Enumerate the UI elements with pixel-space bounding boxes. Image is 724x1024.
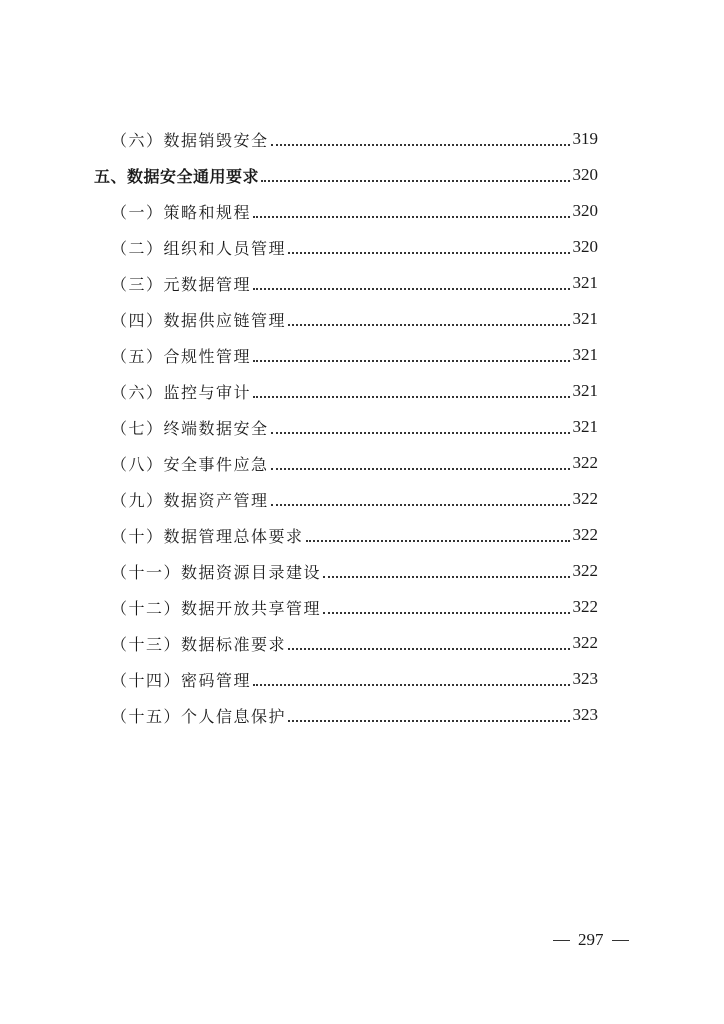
toc-entry-page-number: 320 (572, 165, 598, 184)
toc-entry (0, 589, 598, 625)
toc-entry-title: （十五）个人信息保护 (111, 706, 287, 726)
toc-dot-leader (288, 324, 569, 326)
table-of-contents (0, 121, 724, 733)
toc-entry-page-number: 320 (572, 237, 598, 256)
toc-entry-page-number: 321 (572, 309, 598, 328)
toc-entry (0, 265, 598, 301)
toc-entry-title: （十）数据管理总体要求 (111, 526, 304, 546)
toc-entry-title: （八）安全事件应急 (111, 454, 269, 474)
toc-section-heading (0, 157, 598, 193)
toc-entry-title: （二）组织和人员管理 (111, 238, 287, 258)
toc-entry-page-number: 321 (572, 345, 598, 364)
toc-dot-leader (323, 576, 569, 578)
page-footer (553, 928, 633, 952)
toc-entry-title: （四）数据供应链管理 (111, 310, 287, 330)
toc-entry-page-number: 322 (572, 525, 598, 544)
toc-entry-page-number: 322 (572, 489, 598, 508)
toc-dot-leader (288, 648, 569, 650)
toc-entry (0, 121, 598, 157)
toc-entry (0, 625, 598, 661)
toc-entry-page-number: 319 (572, 129, 598, 148)
toc-dot-leader (253, 216, 569, 218)
toc-entry (0, 517, 598, 553)
toc-entry (0, 373, 598, 409)
footer-dash-left (553, 940, 570, 941)
toc-entry-title: （十三）数据标准要求 (111, 634, 287, 654)
toc-entry (0, 661, 598, 697)
toc-entry-page-number: 322 (572, 453, 598, 472)
toc-entry-title: （十一）数据资源目录建设 (111, 562, 322, 582)
toc-entry-title: （七）终端数据安全 (111, 418, 269, 438)
toc-entry-title: （六）数据销毁安全 (111, 130, 269, 150)
toc-entry-page-number: 322 (572, 633, 598, 652)
toc-entry (0, 409, 598, 445)
page-number: 297 (578, 930, 604, 949)
toc-entry-page-number: 322 (572, 561, 598, 580)
toc-dot-leader (271, 504, 570, 506)
toc-entry (0, 553, 598, 589)
toc-entry-title: （十二）数据开放共享管理 (111, 598, 322, 618)
toc-entry-page-number: 323 (572, 669, 598, 688)
toc-entry (0, 445, 598, 481)
toc-dot-leader (261, 180, 569, 182)
toc-dot-leader (288, 720, 569, 722)
toc-entry-page-number: 321 (572, 381, 598, 400)
toc-entry-page-number: 322 (572, 597, 598, 616)
toc-dot-leader (271, 144, 570, 146)
toc-entry (0, 697, 598, 733)
toc-entry (0, 229, 598, 265)
toc-entry (0, 193, 598, 229)
toc-entry-title: （十四）密码管理 (111, 670, 252, 690)
toc-entry (0, 337, 598, 373)
toc-entry-title: （六）监控与审计 (111, 382, 252, 402)
toc-dot-leader (271, 468, 570, 470)
toc-entry (0, 481, 598, 517)
toc-entry-page-number: 323 (572, 705, 598, 724)
toc-dot-leader (323, 612, 569, 614)
toc-entry-title: （一）策略和规程 (111, 202, 252, 222)
toc-entry-title: （五）合规性管理 (111, 346, 252, 366)
toc-dot-leader (253, 288, 569, 290)
toc-entry (0, 301, 598, 337)
toc-dot-leader (306, 540, 570, 542)
toc-entry-page-number: 320 (572, 201, 598, 220)
toc-dot-leader (253, 360, 569, 362)
toc-entry-title: （九）数据资产管理 (111, 490, 269, 510)
toc-entry-page-number: 321 (572, 417, 598, 436)
toc-dot-leader (271, 432, 570, 434)
footer-dash-right (612, 940, 629, 941)
toc-dot-leader (253, 396, 569, 398)
toc-dot-leader (253, 684, 569, 686)
toc-entry-page-number: 321 (572, 273, 598, 292)
toc-dot-leader (288, 252, 569, 254)
toc-entry-title: （三）元数据管理 (111, 274, 252, 294)
toc-entry-title: 五、数据安全通用要求 (94, 166, 260, 186)
